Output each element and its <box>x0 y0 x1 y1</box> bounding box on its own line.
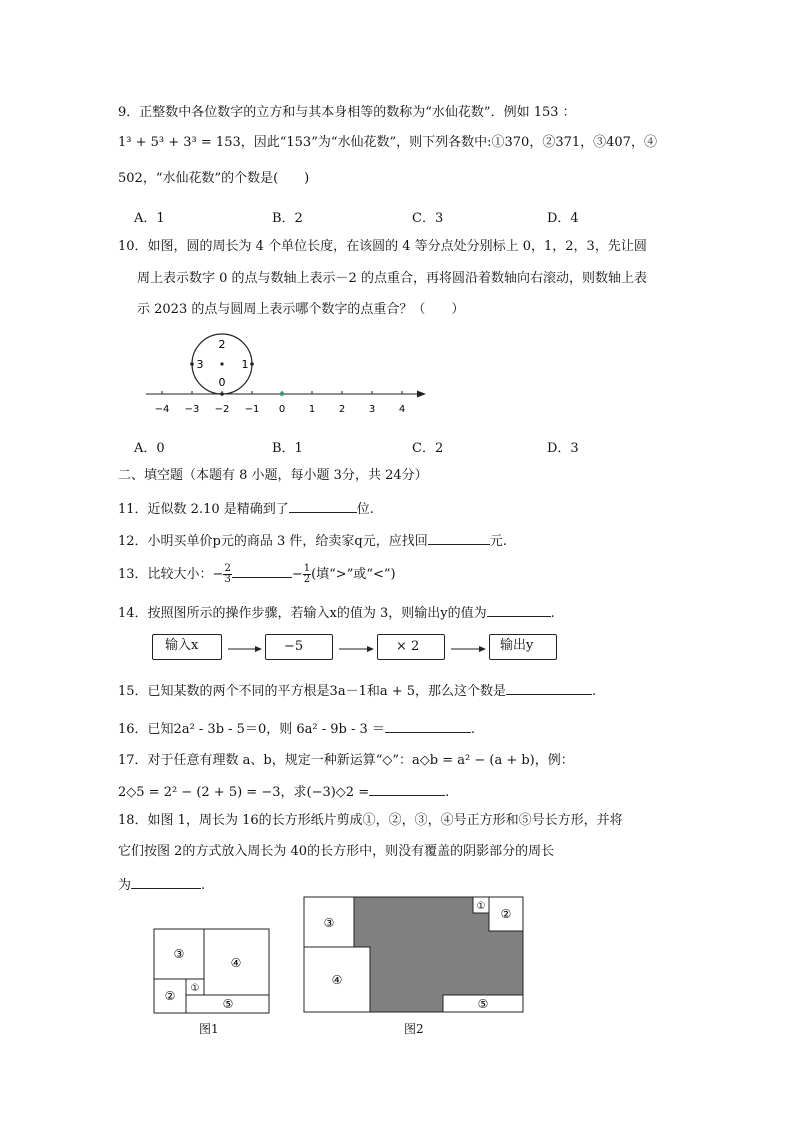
flow-box-minus-5-label: −5 <box>284 639 304 654</box>
q13-fraction-1-numerator: 2 <box>224 563 231 574</box>
q11-text: 11．近似数 2.10 是精确到了 <box>118 502 289 517</box>
q15 <box>118 680 596 701</box>
flow-arrows <box>0 640 794 660</box>
q18-line2: 它们按图 2的方式放入周长为 40的长方形中，则没有覆盖的阴影部分的周长 <box>118 844 555 859</box>
fig1-label-1: ① <box>190 983 200 994</box>
q13-fraction-2-denominator: 2 <box>303 574 311 585</box>
q12-post: 元. <box>489 534 507 549</box>
q11-post: 位. <box>356 502 374 517</box>
figure-2-caption: 图2 <box>404 1022 424 1036</box>
q9-option-a: A．1 <box>134 211 165 226</box>
circle-label-0: 0 <box>218 376 226 389</box>
fig2-label-2: ② <box>500 907 512 921</box>
number-line-tick-label: −3 <box>184 404 200 415</box>
q15-post: . <box>592 684 597 699</box>
fig1-label-5: ⑤ <box>222 997 234 1011</box>
number-line-tick-label: −1 <box>244 404 260 415</box>
q13-text: 13．比较大小：− <box>118 567 224 582</box>
q17-line1: 17．对于任意有理数 a、b，规定一种新运算“◇”：a◇b = a² − (a + b)，例： <box>118 753 574 768</box>
q16-answer-blank[interactable] <box>385 718 471 733</box>
number-line-tick-label: 4 <box>398 404 406 415</box>
q11 <box>118 498 374 519</box>
q16-post: . <box>470 722 476 737</box>
q9-line1: 9．正整数中各位数字的立方和与其本身相等的数称为“水仙花数”．例如 153 ： <box>118 105 576 120</box>
number-line-tick-label: −4 <box>154 404 170 415</box>
q13-post: (填“>”或“<”) <box>311 567 396 582</box>
circle-label-3: 3 <box>196 358 204 371</box>
number-line-tick-label: 2 <box>338 404 346 415</box>
number-line-figure <box>140 330 440 420</box>
q15-answer-blank[interactable] <box>506 680 592 695</box>
number-line-tick-label: 1 <box>308 404 316 415</box>
number-line-tick-label: 0 <box>278 404 286 415</box>
q16-text: 16．已知2a² - 3b - 5＝0，则 6a² - 9b - 3 ＝ <box>118 722 385 737</box>
section-2-heading: 二、填空题（本题有 8 小题，每小题 3分，共 24分） <box>118 468 428 483</box>
q18-text: 为 <box>118 878 132 893</box>
q10-option-b: B．1 <box>272 441 303 456</box>
q9-option-d: D．4 <box>547 211 579 226</box>
q14 <box>118 602 555 623</box>
q18-answer-blank[interactable] <box>131 874 201 889</box>
q17-answer-blank[interactable] <box>369 781 445 796</box>
q18-post: . <box>201 878 206 893</box>
q10-line3: 示 2023 的点与圆周上表示哪个数字的点重合？（ ） <box>137 302 465 317</box>
figure-1-caption: 图1 <box>199 1022 219 1036</box>
flow-box-times-2-label: × 2 <box>396 639 420 654</box>
figure-2 <box>300 893 530 1018</box>
number-line-tick-label: 3 <box>368 404 376 415</box>
q9-line3: 502，“水仙花数”的个数是( ) <box>118 171 310 186</box>
number-line-tick-label: −2 <box>214 404 230 415</box>
q9-option-c: C．3 <box>412 211 444 226</box>
q16 <box>118 718 475 739</box>
fig1-label-2: ② <box>164 989 176 1003</box>
q14-answer-blank[interactable] <box>487 602 551 617</box>
q12-answer-blank[interactable] <box>428 530 490 545</box>
q15-text: 15．已知某数的两个不同的平方根是3a－1和a + 5，那么这个数是 <box>118 684 507 699</box>
q13-fraction-2-numerator: 1 <box>303 563 311 574</box>
q17-text: 2◇5 = 2² − (2 + 5) = −3，求(−3)◇2 = <box>118 785 370 800</box>
q10-line2: 周上表示数字 0 的点与数轴上表示－2 的点重合，再将圆沿着数轴向右滚动，则数轴上表 <box>137 271 647 286</box>
q17-line2 <box>118 781 449 802</box>
q10-option-a: A．0 <box>134 441 165 456</box>
q12-text: 12．小明买单价p元的商品 3 件，给卖家q元，应找回 <box>118 534 428 549</box>
q14-text: 14．按照图所示的操作步骤，若输入x的值为 3，则输出y的值为 <box>118 606 487 621</box>
q9-line2: 1³ + 5³ + 3³ = 153，因此“153”为“水仙花数”，则下列各数中:①370，②371，③407，④ <box>118 135 657 150</box>
flow-box-input-label: 输入x <box>165 638 199 653</box>
q14-post: . <box>550 606 555 621</box>
fig2-label-3: ③ <box>323 916 335 930</box>
q10-line1: 10．如图，圆的周长为 4 个单位长度，在该圆的 4 等分点处分别标上 0，1，2，3，先让圆 <box>118 239 647 254</box>
q13-fraction-1-denominator: 3 <box>224 574 231 585</box>
q13-minus: − <box>291 567 303 582</box>
figure-1 <box>150 925 275 1025</box>
fig1-label-4: ④ <box>230 956 242 970</box>
fig2-label-5: ⑤ <box>477 997 489 1011</box>
circle-label-1: 1 <box>241 358 249 371</box>
circle-label-2: 2 <box>218 338 226 351</box>
flow-box-output-label: 输出y <box>500 638 534 653</box>
q9-option-b: B．2 <box>272 211 303 226</box>
q11-answer-blank[interactable] <box>289 498 357 513</box>
q18-line1: 18．如图 1，周长为 16的长方形纸片剪成①，②，③，④号正方形和⑤号长方形，并将 <box>118 813 623 828</box>
fig1-label-3: ③ <box>173 947 185 961</box>
fig2-label-4: ④ <box>331 973 343 987</box>
q10-option-c: C．2 <box>412 441 444 456</box>
q18-line3 <box>118 874 205 895</box>
fig2-label-1: ① <box>476 901 486 912</box>
q10-option-d: D．3 <box>547 441 579 456</box>
q13-fraction-2 <box>303 564 311 585</box>
q13-fraction-1 <box>223 564 231 585</box>
q13-answer-blank[interactable] <box>232 563 292 578</box>
q12 <box>118 530 507 551</box>
q17-post: . <box>445 785 450 800</box>
q13 <box>118 562 396 588</box>
